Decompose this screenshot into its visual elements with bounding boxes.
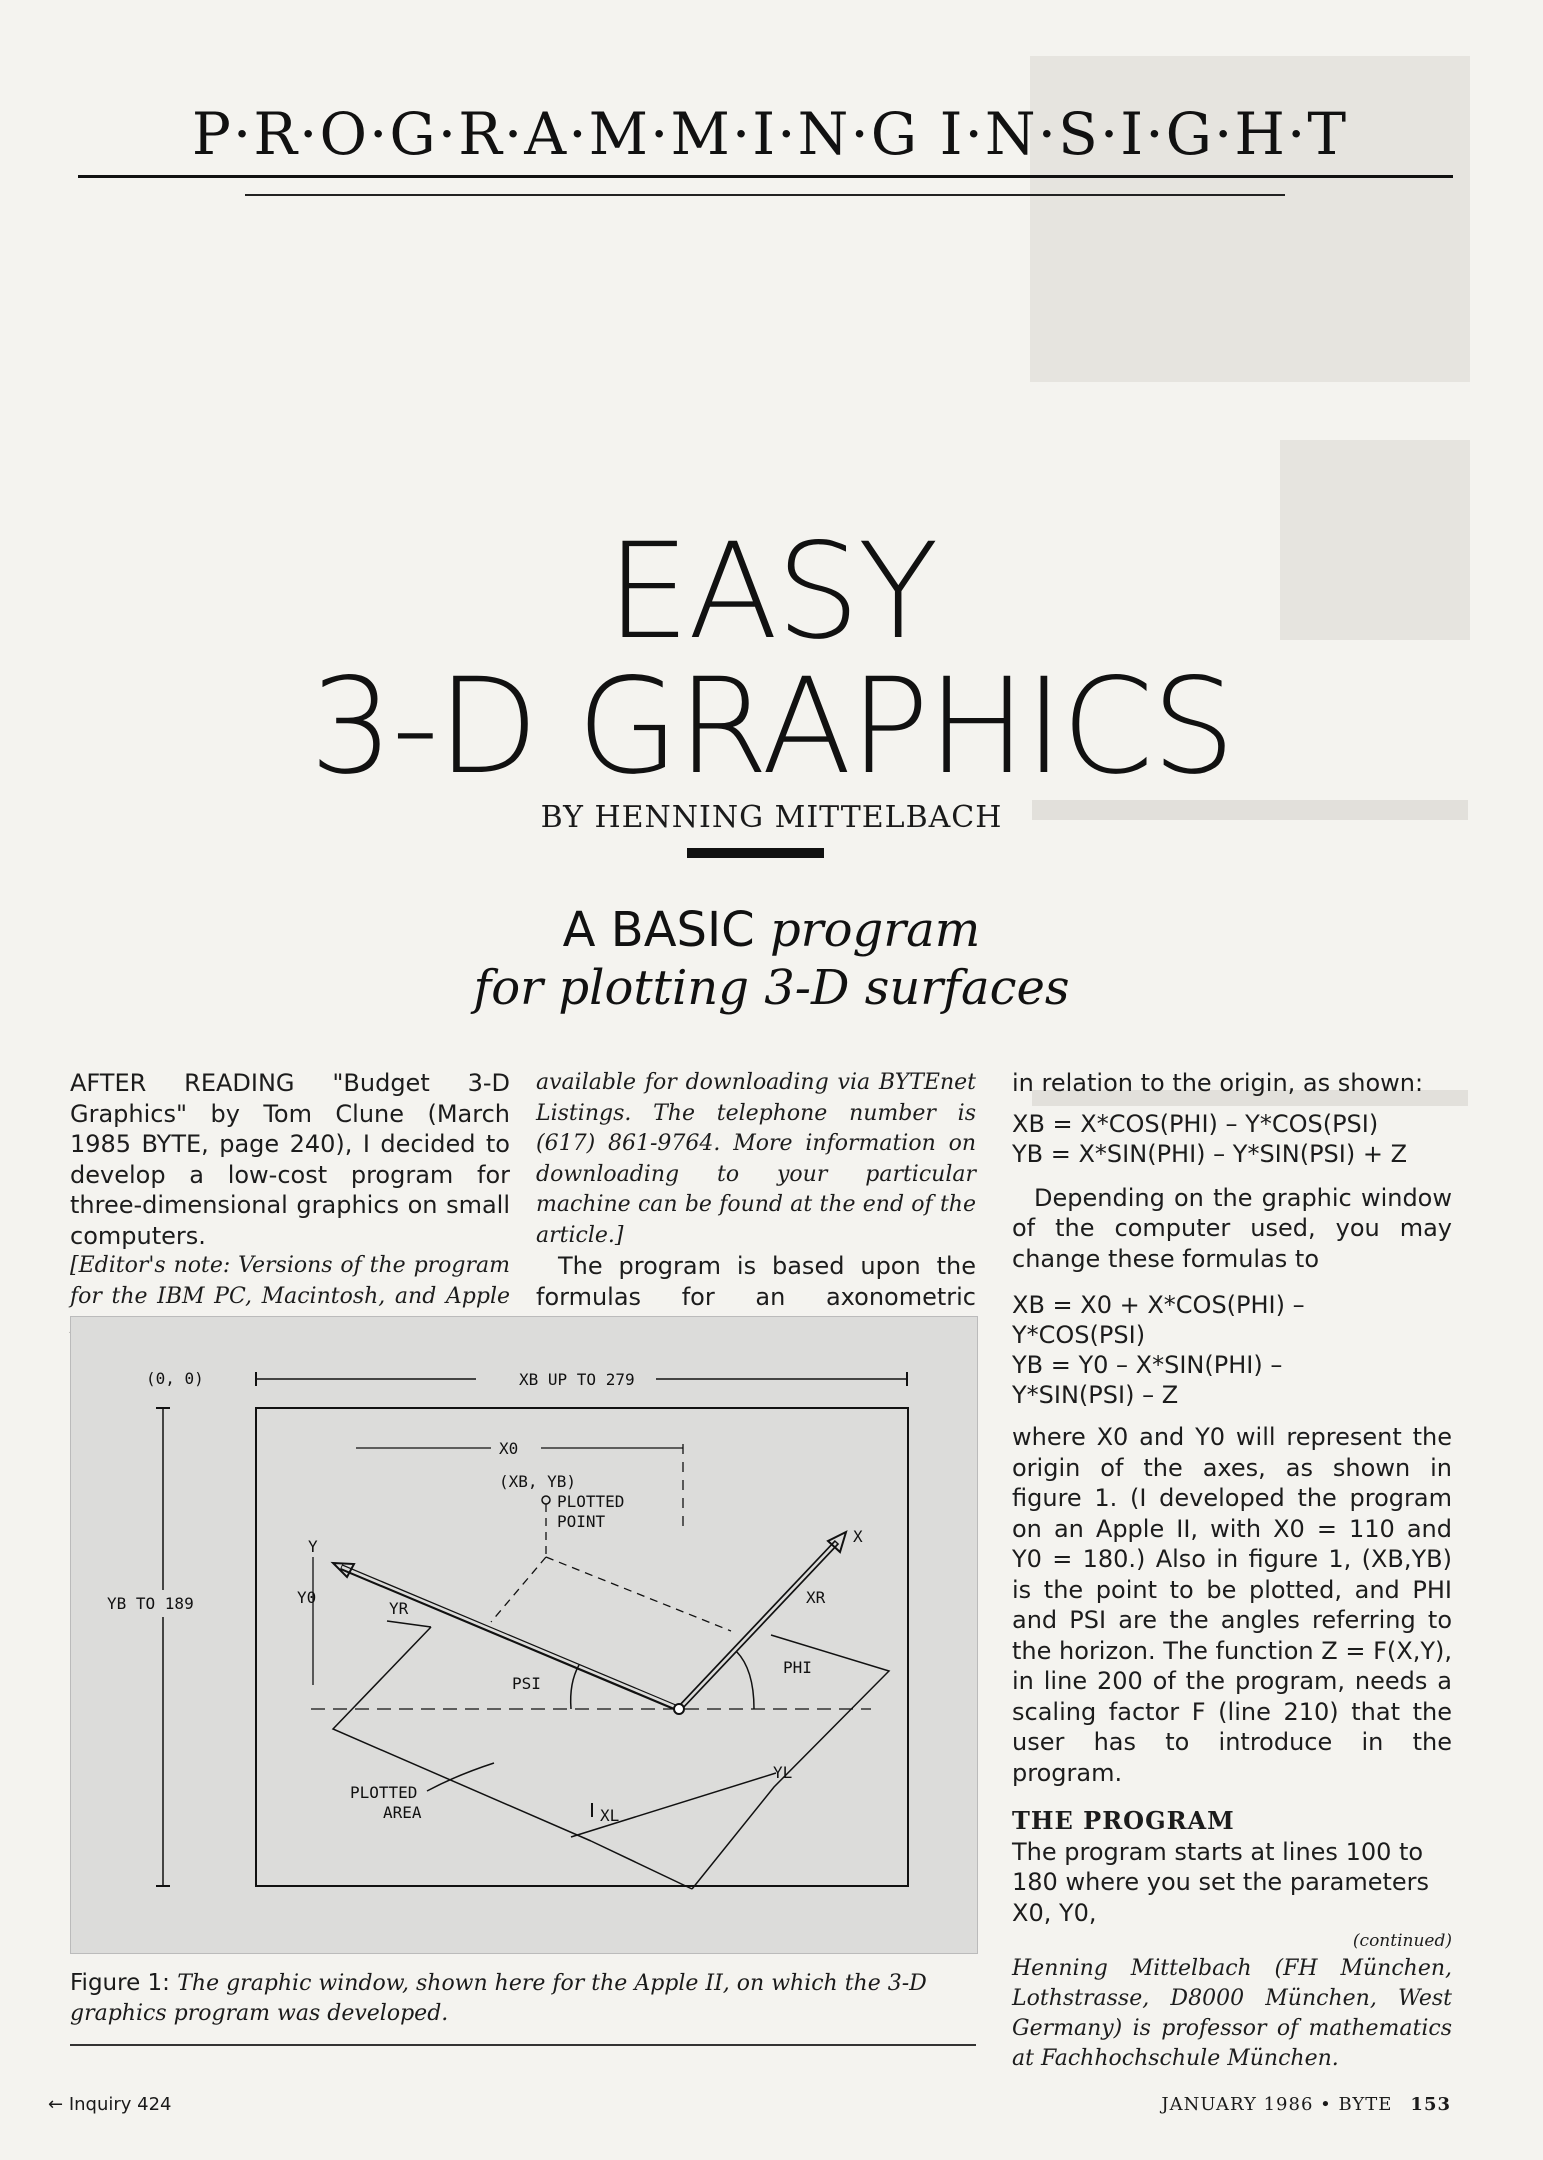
plotted-point-label: POINT <box>557 1512 606 1531</box>
figure-diagram <box>71 1317 977 1953</box>
xl-label: XL <box>600 1806 620 1825</box>
psi-arc <box>571 1665 579 1709</box>
plotted-area-pointer <box>427 1763 494 1791</box>
author-bio: Henning Mittelbach (FH München, Lothstrasse, D8000 München, West Germany) is professor of mathematics at Fachhochschule München. <box>1012 1956 1452 2071</box>
formula-line: Y*SIN(PSI) – Z <box>1012 1381 1179 1409</box>
article-title-line1: EASY <box>606 515 937 669</box>
formula-block-2 <box>1012 1290 1452 1410</box>
phi-label: PHI <box>783 1658 812 1677</box>
byline: BY HENNING MITTELBACH <box>540 800 1003 835</box>
plotted-point-label: PLOTTED <box>557 1492 625 1511</box>
figure-caption-lead: Figure 1: <box>70 1970 178 1996</box>
header-rule <box>78 175 1453 178</box>
y0-label: Y0 <box>297 1588 317 1607</box>
column-2 <box>536 1068 976 1343</box>
editor-note-continued: available for downloading via BYTEnet Listings. The telephone number is (617) 861-9764. More information on downloading to your particular machine can be found at the end of the article.] <box>536 1070 976 1248</box>
xbyb-label: (XB, YB) <box>499 1472 577 1491</box>
x0-label: X0 <box>499 1439 519 1458</box>
section-heading: THE PROGRAM <box>1012 1806 1235 1835</box>
yb-label: YB TO 189 <box>107 1594 194 1613</box>
header-rule-thin <box>245 194 1285 196</box>
figure-1 <box>70 1316 978 1954</box>
plotted-area-label: AREA <box>383 1803 422 1822</box>
formula-line: XB = X0 + X*COS(PHI) – <box>1012 1291 1305 1319</box>
inquiry-number: Inquiry 424 <box>68 2094 172 2115</box>
body-paragraph: in relation to the origin, as shown: <box>1012 1069 1424 1097</box>
formula-block-1 <box>1012 1109 1452 1169</box>
running-head: P·R·O·G·R·A·M·M·I·N·G I·N·S·I·G·H·T <box>191 100 1349 168</box>
body-paragraph: Depending on the graphic window of the computer used, you may change these formulas to <box>1012 1183 1452 1273</box>
page-number: 153 <box>1410 2094 1451 2115</box>
plotted-area-outline <box>387 1621 431 1627</box>
figure-caption-text: The graphic window, shown here for the Apple II, on which the 3-D graphics program was developed. <box>70 1971 927 2026</box>
body-paragraph: The program starts at lines 100 to 180 where you set the parameters X0, Y0, <box>1012 1837 1430 1927</box>
xb-label: XB UP TO 279 <box>519 1370 635 1389</box>
body-paragraph: where X0 and Y0 will represent the origin of the axes, as shown in figure 1. (I developed the program on an Apple II, with X0 = 110 and Y0 = 180.) Also in figure 1, (XB,YB) is the point to be plotted, and PHI and PSI are the angles referring to the horizon. The function Z = F(X,Y), in line 200 of the program, needs a scaling factor F (line 210) that the user has to introduce in the program. <box>1012 1423 1452 1787</box>
formula-line: YB = X*SIN(PHI) – Y*SIN(PSI) + Z <box>1012 1139 1408 1168</box>
x-axis-inner <box>680 1543 836 1708</box>
inquiry-footer <box>48 2094 172 2115</box>
psi-label: PSI <box>512 1674 541 1693</box>
origin-label: (0, 0) <box>146 1369 204 1388</box>
formula-line: YB = Y0 – X*SIN(PHI) – <box>1012 1351 1283 1379</box>
issue-date: JANUARY 1986 • BYTE <box>1161 2094 1393 2115</box>
plotted-area-outline <box>333 1627 591 1841</box>
phi-arc <box>736 1651 754 1709</box>
intro-paragraph: AFTER READING "Budget 3-D Graphics" by Tom Clune (March 1985 BYTE, page 240), I decided to develop a low-cost program for three-dimensional graphics on small computers. <box>70 1069 510 1250</box>
byline-bar <box>687 848 824 858</box>
figure-caption <box>70 1968 976 2029</box>
left-arrow-icon: ← <box>48 2094 64 2115</box>
plotted-area-outline <box>591 1841 692 1889</box>
deck-line1 <box>0 902 1543 958</box>
projection-line <box>491 1557 546 1622</box>
projection-line <box>546 1557 731 1631</box>
yr-label: YR <box>389 1599 409 1618</box>
plotted-point-marker <box>542 1496 550 1504</box>
y-axis-inner <box>342 1567 678 1708</box>
yl-label: YL <box>773 1763 793 1782</box>
formula-line: Y*COS(PSI) <box>1012 1321 1146 1349</box>
xr-label: XR <box>806 1588 826 1607</box>
origin-point <box>674 1704 684 1714</box>
column-1 <box>70 1068 510 1343</box>
plotted-area-label: PLOTTED <box>350 1783 418 1802</box>
yl-line <box>571 1773 776 1837</box>
page-footer <box>1161 2094 1451 2115</box>
x-axis-label: X <box>853 1527 863 1546</box>
article-title-line2: 3-D GRAPHICS <box>309 650 1234 804</box>
continued-note: (continued) <box>1352 1931 1452 1951</box>
formula-line: XB = X*COS(PHI) – Y*COS(PSI) <box>1012 1109 1379 1138</box>
editor-note: [Editor's note: Versions of the program for the IBM PC, Macintosh, and Apple <box>70 1253 510 1309</box>
y-axis-label: Y <box>308 1537 318 1556</box>
deck-roman: A BASIC <box>562 902 770 958</box>
body-paragraph: The program is based upon the formulas for an axonometric <box>536 1252 976 1311</box>
caption-rule <box>70 2044 976 2046</box>
deck-line2: for plotting 3-D surfaces <box>473 960 1070 1016</box>
column-3 <box>1012 1068 1452 2074</box>
deck-italic: program <box>769 902 981 958</box>
